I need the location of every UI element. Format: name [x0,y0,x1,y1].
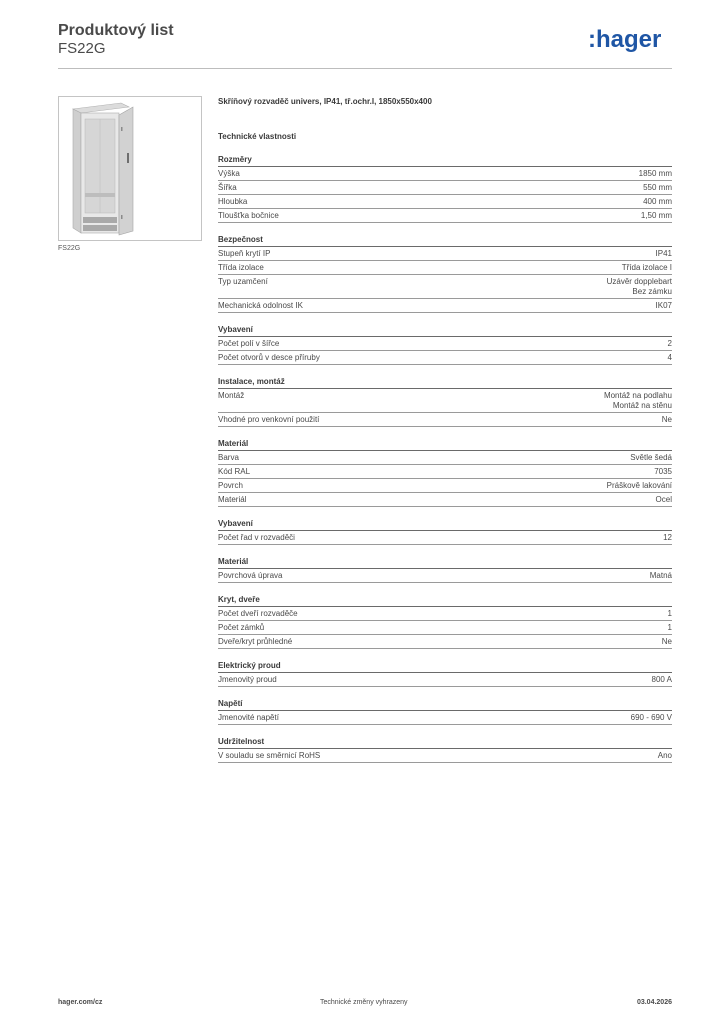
spec-section [218,556,672,583]
spec-value-line: 550 mm [643,183,672,192]
spec-row [218,621,672,635]
spec-value-line: Uzávěr dopplebart [606,277,672,286]
spec-label: Kód RAL [218,467,251,476]
section-title: Vybavení [218,324,672,337]
footer-website: hager.com/cz [58,999,103,1006]
spec-value [656,249,672,259]
footer-date: 03.04.2026 [636,999,672,1006]
spec-label: Povrchová úprava [218,571,283,580]
product-title: Skříňový rozvaděč univers, IP41, tř.ochr.I, 1850x550x400 [218,97,432,106]
spec-label: Materiál [218,495,247,504]
spec-value [607,481,672,491]
spec-row [218,413,672,427]
product-code: FS22G [58,40,106,57]
spec-label: Povrch [218,481,243,490]
spec-value [650,571,672,581]
spec-row [218,247,672,261]
spec-row [218,337,672,351]
spec-label: Mechanická odolnost IK [218,301,303,310]
section-title: Kryt, dveře [218,594,672,607]
spec-label: Počet otvorů v desce příruby [218,353,320,362]
spec-section [218,376,672,427]
spec-value-line: 1,50 mm [640,211,672,220]
spec-label: Počet zámků [218,623,265,632]
spec-value-line: Ocel [655,495,672,504]
spec-value [607,277,672,297]
spec-row [218,181,672,195]
spec-label: Výška [218,169,240,178]
spec-label: Hloubka [218,197,248,206]
spec-section [218,660,672,687]
spec-value-line: 400 mm [643,197,672,206]
spec-value [668,353,672,363]
spec-section [218,518,672,545]
spec-label: Typ uzamčení [218,277,268,286]
spec-row [218,451,672,465]
section-title: Vybavení [218,518,672,531]
spec-value [630,453,672,463]
spec-section [218,324,672,365]
spec-label: Barva [218,453,239,462]
spec-value [641,211,672,221]
document-title: Produktový list [58,22,174,39]
spec-value [663,533,672,543]
spec-row [218,569,672,583]
spec-value-line: Světle šedá [630,453,672,462]
spec-sections [218,154,672,763]
spec-value-line: Třída izolace I [621,263,672,272]
section-title: Instalace, montáž [218,376,672,389]
spec-label: Třída izolace [218,263,264,272]
section-title: Udržitelnost [218,736,672,749]
spec-label: Počet polí v šířce [218,339,280,348]
document-header [58,21,672,69]
spec-value-line: 1 [667,609,672,618]
section-title: Rozměry [218,154,672,167]
spec-row [218,389,672,413]
spec-row [218,635,672,649]
spec-value-line: Matná [649,571,672,580]
spec-row [218,607,672,621]
spec-value-line: 1850 mm [638,169,672,178]
spec-row [218,493,672,507]
spec-value-line: Montáž na stěnu [612,401,672,410]
spec-label: Dveře/kryt průhledné [218,637,293,646]
product-details [218,96,672,774]
spec-value-line: IK07 [655,301,672,310]
spec-row [218,209,672,223]
spec-row [218,465,672,479]
spec-row [218,275,672,299]
spec-value [662,637,672,647]
spec-label: Stupeň krytí IP [218,249,271,258]
spec-label: Počet dveří rozvaděče [218,609,298,618]
spec-value-line: Práškově lakování [606,481,672,490]
spec-section [218,736,672,763]
spec-section [218,438,672,507]
spec-value [662,415,672,425]
spec-row [218,299,672,313]
spec-value-line: IP41 [655,249,672,258]
spec-value-line: 12 [663,533,672,542]
spec-value-line: 2 [667,339,672,348]
spec-value [631,713,672,723]
spec-row [218,195,672,209]
spec-label: V souladu se směrnicí RoHS [218,751,321,760]
technical-properties-heading: Technické vlastnosti [218,132,297,141]
section-title: Materiál [218,438,672,451]
spec-section [218,234,672,313]
spec-value-line: 690 - 690 V [630,713,672,722]
spec-value [668,339,672,349]
spec-row [218,711,672,725]
spec-value [656,301,672,311]
spec-label: Montáž [218,391,245,400]
spec-value-line: 7035 [654,467,672,476]
spec-value-line: Bez zámku [632,287,672,296]
spec-section [218,698,672,725]
spec-row [218,673,672,687]
image-caption: FS22G [58,245,81,252]
cabinet-illustration-icon [59,97,201,240]
spec-value [668,609,672,619]
spec-value [652,675,672,685]
spec-row [218,167,672,181]
section-title: Napětí [218,698,672,711]
spec-label: Šířka [218,183,237,192]
spec-value-line: Montáž na podlahu [603,391,672,400]
spec-row [218,749,672,763]
spec-section [218,594,672,649]
page-footer [58,999,672,1011]
section-title: Bezpečnost [218,234,672,247]
spec-label: Jmenovitý proud [218,675,277,684]
spec-value [643,197,672,207]
spec-value-line: 4 [667,353,672,362]
spec-value [604,391,672,411]
spec-row [218,479,672,493]
spec-value [668,623,672,633]
spec-value [643,183,672,193]
spec-value [658,751,672,761]
spec-value-line: 800 A [651,675,672,684]
spec-value [654,467,672,477]
spec-row [218,351,672,365]
spec-label: Vhodné pro venkovní použití [218,415,320,424]
hager-logo [588,27,670,53]
footer-disclaimer: Technické změny vyhrazeny [320,999,408,1006]
spec-value-line: Ano [657,751,672,760]
product-image [58,96,202,241]
spec-label: Počet řad v rozvaděči [218,533,295,542]
spec-value-line: Ne [661,637,672,646]
spec-value-line: Ne [661,415,672,424]
spec-value-line: 1 [667,623,672,632]
spec-row [218,261,672,275]
spec-label: Jmenovité napětí [218,713,279,722]
section-title: Materiál [218,556,672,569]
spec-value [639,169,672,179]
spec-value [656,495,672,505]
spec-label: Tloušťka bočnice [218,211,279,220]
spec-section [218,154,672,223]
svg-text::hager: :hager [588,27,662,53]
section-title: Elektrický proud [218,660,672,673]
spec-value [622,263,672,273]
spec-row [218,531,672,545]
